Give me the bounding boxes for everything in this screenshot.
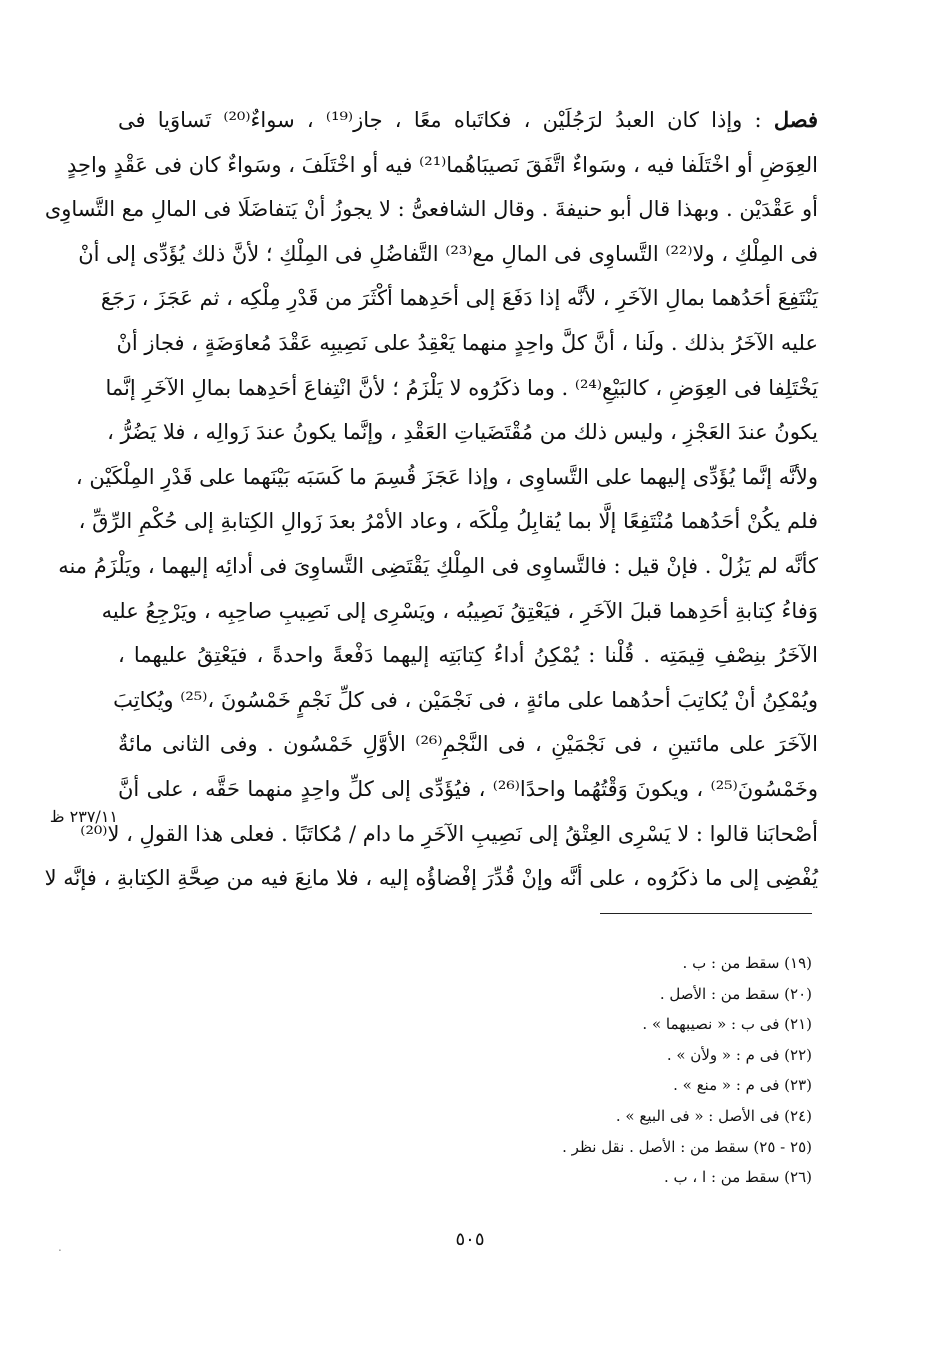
margin-manuscript-reference: ٢٣٧/١١ ظ	[49, 807, 118, 826]
text-line-8: يكونُ عندَ العَجْزِ ، وليس ذلك من مُقْتَضَياتِ العَقْدِ ، وإنَّما يكونُ عندَ زَوالِه ، فلا يَضُرُّ ،	[107, 420, 818, 445]
text-line-3: أو عَقْدَيْن . وبهذا قال أبو حنيفةَ . وقال الشافعىُّ : لا يجوزُ أنْ يَتفاضَلَا فى المالِ مع التَّساوِى	[44, 197, 818, 222]
footnote-26: (٢٦) سقط من : ا ، ب .	[663, 1168, 812, 1187]
corner-mark: .	[58, 1240, 62, 1254]
text-line-5: يَنْتَفِعَ أحَدُهما بمالِ الآخَرِ ، لأنَّه إذا دَفَعَ إلى أحَدِهما أكْثَرَ من قَدْرِ مِلْكِه ، ثم عَجَزَ ، رَجَعَ	[100, 286, 818, 311]
footnotes-block	[460, 948, 812, 1193]
text-line-9: ولأنَّه إنَّما يُؤَدِّى إليهما على التَّساوِى ، وإذا عَجَزَ قُسِمَ ما كَسَبَه بَيْنَهما على قَدْرِ المِلْكَيْن ،	[75, 464, 818, 489]
text-line-6: عليه الآخَرُ بذلك . ولَنا ، أنَّ كلَّ واحِدٍ منهما يَعْقِدُ على نَصِيبِه عَقْدَ مُعاوَضَةٍ ، فجاز أنْ	[116, 330, 818, 355]
text-line-4: فى المِلْكِ ، ولا⁽²²⁾ التَّساوِى فى المالِ مع⁽²³⁾ التَّفاضُلِ فى المِلْكِ ؛ لأنَّ ذلك يُؤَدِّى إلى أنْ	[78, 241, 818, 266]
text-line-14: ويُمْكِنُ أنْ يُكاتِبَ أحدُهما على مائةٍ ، فى نَجْمَيْن ، فى كلِّ نَجْمٍ خَمْسُونَ ،⁽²⁵⁾ ويُكاتِبَ	[113, 687, 818, 712]
text-line-13: الآخَرُ بنِصْفِ قِيمَتِه . قُلْنا : يُمْكِنُ أداءُ كِتابَتِه إليهما دَفْعةً واحدةً ، فيَعْتِقُ عليهما ،	[118, 643, 818, 668]
text-line-17: أصْحابَنا قالوا : لا يَسْرِى العِتْقُ إلى نَصِيبِ الآخَرِ ما دام / مُكاتَبًا . فعلى هذا القولِ ، لا⁽²⁰⁾	[80, 821, 818, 846]
text-line-1: فصل : وإذا كان العبدُ لرَجُلَيْن ، فكاتَباه معًا ، جاز⁽¹⁹⁾ ، سواءٌ⁽²⁰⁾ تَساوَيا فى	[118, 107, 818, 132]
text-line-2: العِوَضِ أو اخْتَلَفا فيه ، وسَواءٌ اتَّفَقَ نَصيبَاهُما⁽²¹⁾ فيه أو اخْتَلَفَ ، وسَواءٌ كان فى عَقْدٍ واحِدٍ	[67, 152, 818, 177]
footnote-separator	[600, 913, 812, 914]
footnote-20: (٢٠) سقط من : الأصل .	[659, 984, 812, 1003]
footnote-22: (٢٢) فى م : « ولأن » .	[666, 1045, 812, 1064]
text-line-7: يَخْتَلِفا فى العِوَضِ ، كالبَيْعِ⁽²⁴⁾ . وما ذكَرُوه لا يَلْزَمُ ؛ لأنَّ انْتِفاعَ أحَدِهما بمالِ الآخَرِ إنَّما	[105, 375, 818, 400]
text-line-12: وَفاءُ كِتابةِ أحَدِهما قبلَ الآخَرِ ، فيَعْتِقُ نَصِيبُه ، ويَسْرِى إلى نَصِيبِ صاحِبِه ، ويَرْجِعُ عليه	[101, 598, 818, 623]
footnote-23: (٢٣) فى م : « منع » .	[673, 1076, 812, 1095]
text-line-11: كأنَّه لم يَزُلْ . فإنْ قيل : فالتَّساوِى فى المِلْكِ يَقْتَضِى التَّساوِىَ فى أدائِه إليهما ، ويَلْزَمُ منه	[58, 553, 818, 578]
text-line-16: وخَمْسُونَ⁽²⁵⁾ ، ويكونَ وَقْتُهُما واحدًا⁽²⁶⁾ ، فيُؤَدِّى إلى كلِّ واحِدٍ منهما حَقَّه ، على أنَّ	[118, 776, 818, 801]
text-line-18: يُفْضِى إلى ما ذكَرُوه ، على أنَّه وإنْ قُدِّرَ إفْضاؤُه إليه ، فلا مانِعَ فيه من صِحَّةِ الكِتابةِ ، فإنَّه لا	[44, 866, 818, 891]
section-lead-word: فصل	[773, 107, 818, 132]
page-number: ٥٠٥	[455, 1229, 485, 1250]
text-line-15: الآخَرَ على مائتينِ ، فى نَجْمَيْنِ ، فى النَّجْمِ⁽²⁶⁾ الأوَّلِ خَمْسُون . وفى الثانى مائةٌ	[118, 732, 818, 757]
footnote-24: (٢٤) فى الأصل : « فى البيع » .	[615, 1106, 812, 1125]
footnote-19: (١٩) سقط من : ب .	[682, 954, 812, 972]
footnote-21: (٢١) فى ب : « نصيبهما » .	[642, 1015, 812, 1034]
footnote-25: (٢٥ - ٢٥) سقط من : الأصل . نقل نظر .	[562, 1137, 812, 1156]
text-line-10: فلم يكُنْ أحَدُهما مُنْتَفِعًا إلَّا بما يُقابِلُ مِلْكَه ، وعاد الأمْرُ بعدَ زَوالِ الكِتابةِ إلى حُكْمِ الرِّقِّ ،	[78, 509, 818, 534]
